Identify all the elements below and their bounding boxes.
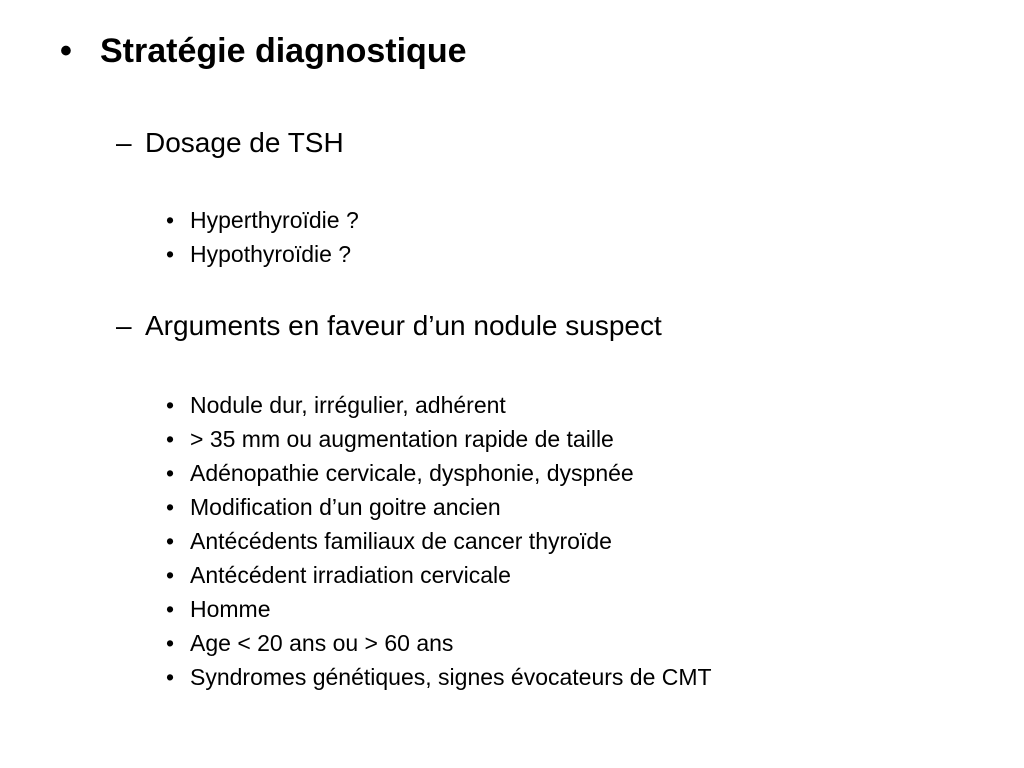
item-text: Modification d’un goitre ancien (190, 493, 501, 520)
list-item (166, 422, 712, 456)
item-text: Hyperthyroïdie ? (190, 206, 359, 233)
section-heading-tsh (116, 123, 344, 163)
section-list-arguments (166, 388, 712, 694)
item-bullet: • (166, 561, 175, 588)
list-item (166, 626, 712, 660)
section-heading-text: Arguments en faveur d’un nodule suspect (145, 310, 662, 341)
list-item (166, 388, 712, 422)
item-bullet: • (166, 391, 175, 418)
item-bullet: • (166, 663, 175, 690)
item-bullet: • (166, 240, 175, 267)
item-bullet: • (166, 629, 175, 656)
title-text: Stratégie diagnostique (100, 31, 467, 70)
section-dash: – (116, 127, 132, 158)
list-item (166, 237, 359, 271)
item-text: Age < 20 ans ou > 60 ans (190, 629, 454, 656)
item-text: Antécédent irradiation cervicale (190, 561, 511, 588)
item-bullet: • (166, 493, 175, 520)
list-item (166, 203, 359, 237)
item-text: Nodule dur, irrégulier, adhérent (190, 391, 506, 418)
section-list-tsh (166, 203, 359, 271)
item-bullet: • (166, 459, 175, 486)
slide-title (60, 26, 467, 76)
item-text: Hypothyroïdie ? (190, 240, 352, 267)
section-dash: – (116, 310, 132, 341)
list-item (166, 490, 712, 524)
item-bullet: • (166, 425, 175, 452)
item-text: Antécédents familiaux de cancer thyroïde (190, 527, 612, 554)
list-item (166, 592, 712, 626)
item-bullet: • (166, 595, 175, 622)
item-text: Homme (190, 595, 271, 622)
item-text: > 35 mm ou augmentation rapide de taille (190, 425, 614, 452)
list-item (166, 524, 712, 558)
list-item (166, 660, 712, 694)
title-bullet: • (60, 31, 72, 70)
item-bullet: • (166, 527, 175, 554)
item-text: Adénopathie cervicale, dysphonie, dyspnée (190, 459, 634, 486)
section-heading-text: Dosage de TSH (145, 127, 344, 158)
item-bullet: • (166, 206, 175, 233)
item-text: Syndromes génétiques, signes évocateurs de CMT (190, 663, 712, 690)
list-item (166, 456, 712, 490)
section-heading-arguments (116, 306, 662, 346)
list-item (166, 558, 712, 592)
